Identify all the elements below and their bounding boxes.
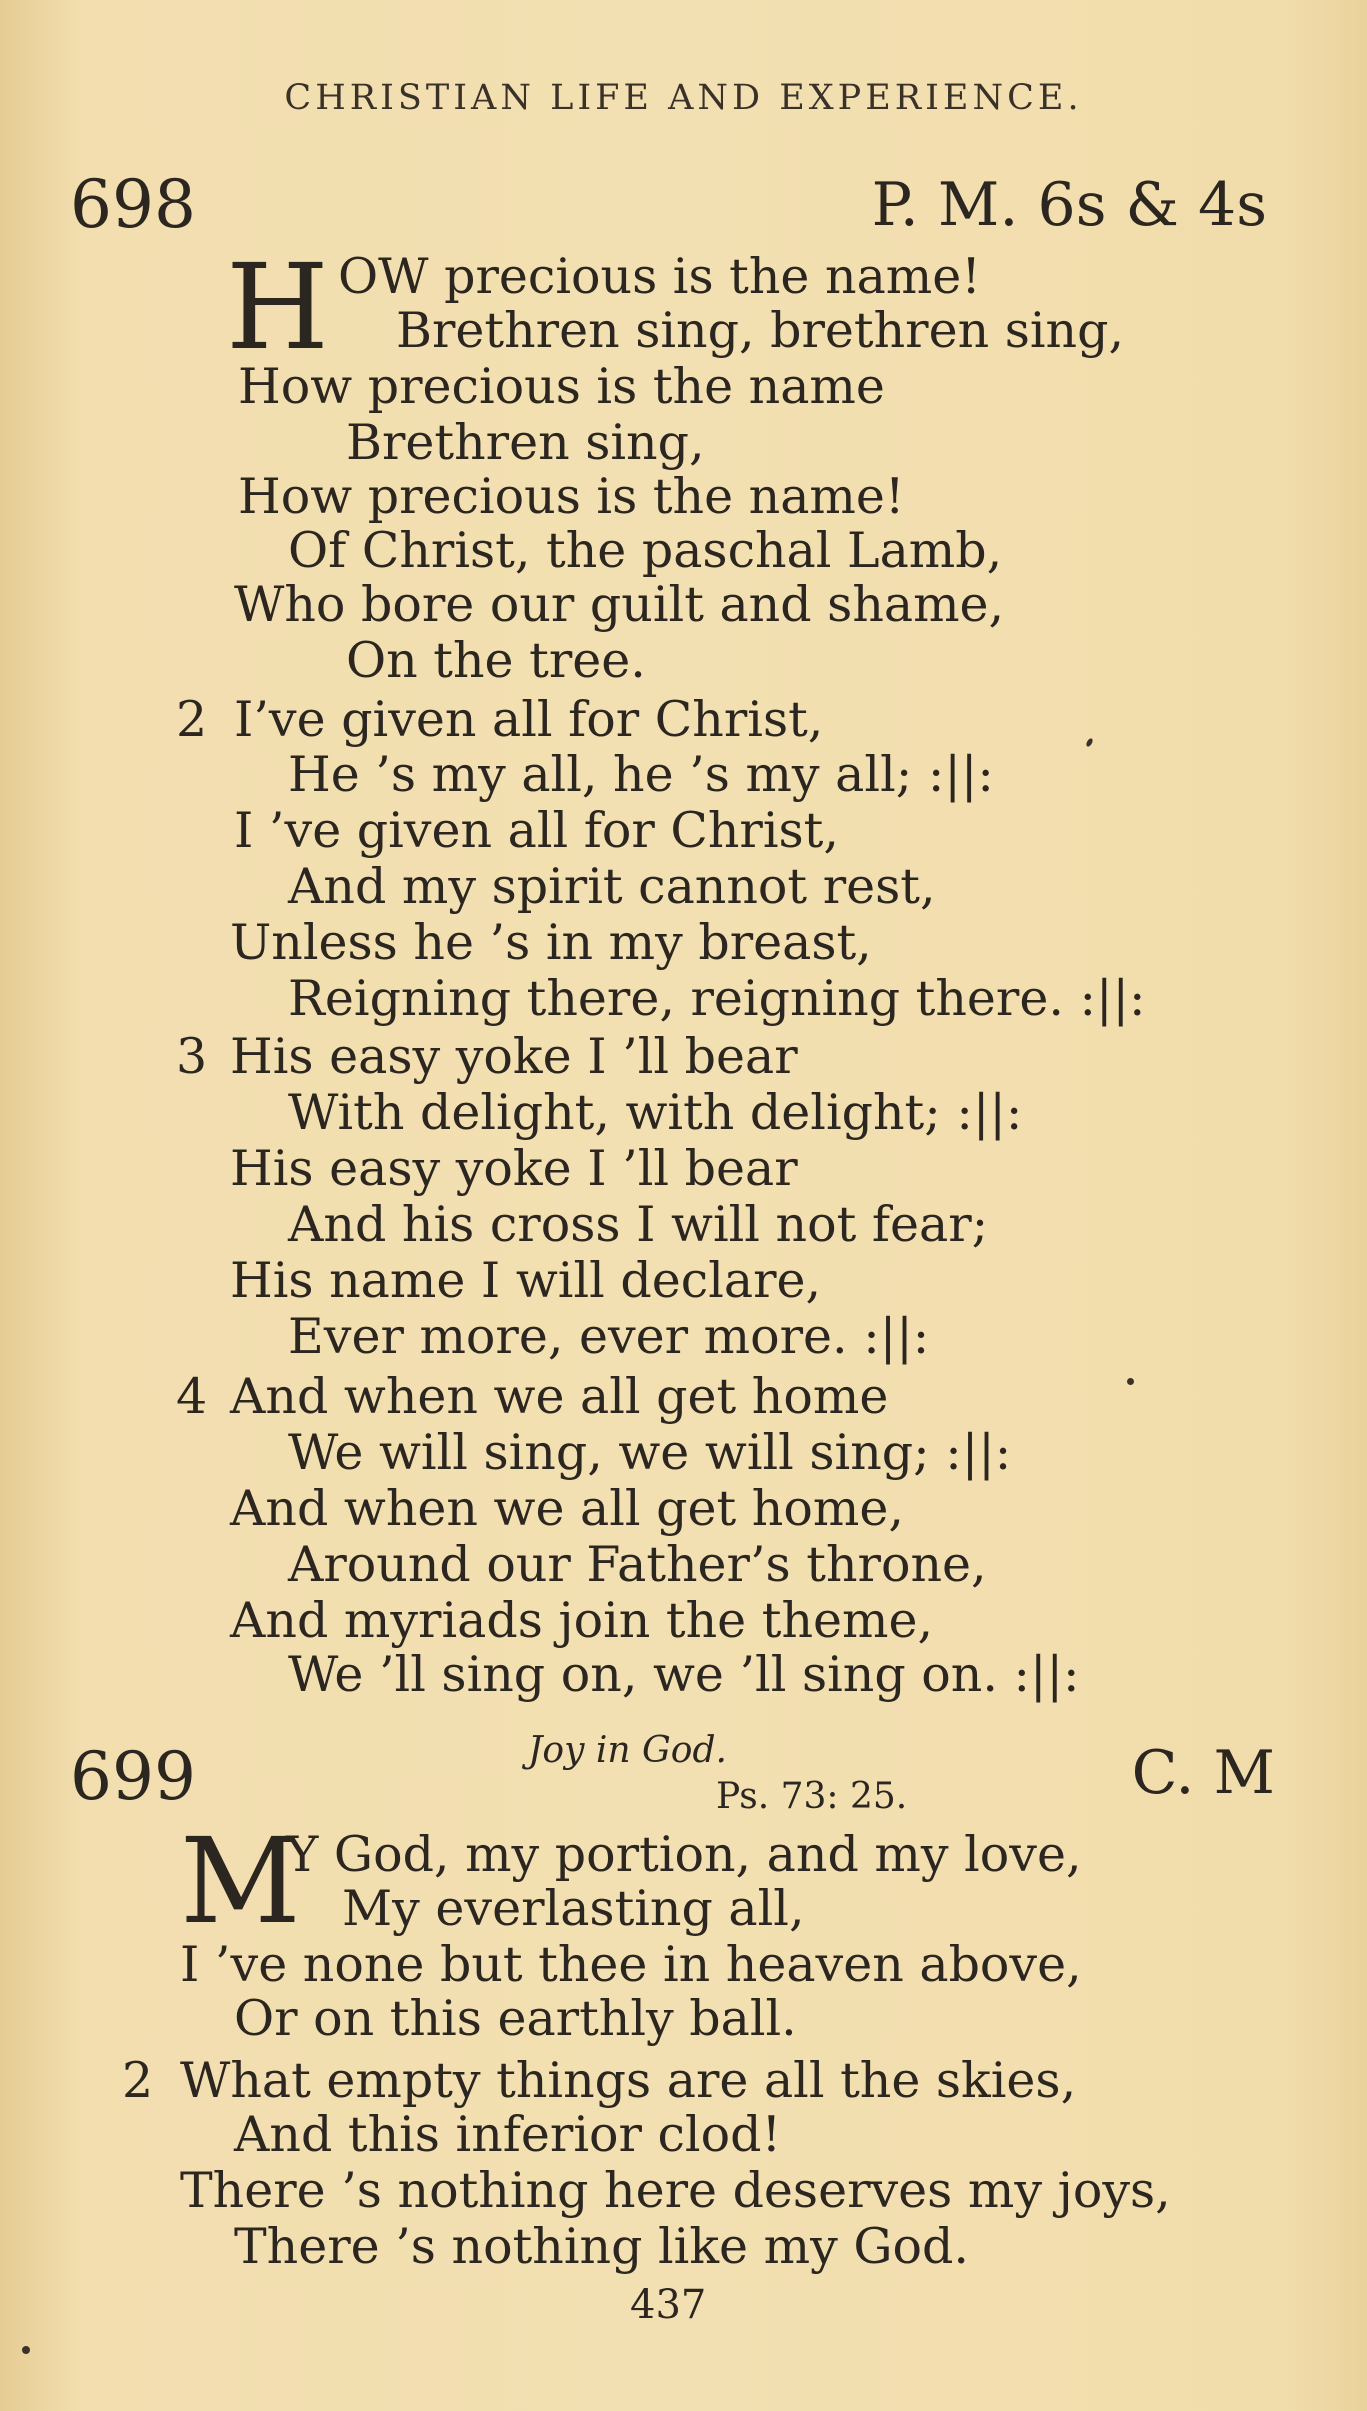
verse-line: On the tree. [346,632,646,689]
hymn-meter: C. M [1131,1738,1275,1808]
verse-line: Of Christ, the paschal Lamb, [288,522,1003,579]
verse-line: Who bore our guilt and shame, [234,576,1005,633]
verse-line: How precious is the name! [238,468,905,525]
verse-line: OW precious is the name! [338,248,981,305]
verse-line: And my spirit cannot rest, [288,858,936,915]
verse-line: Around our Father’s throne, [288,1536,987,1593]
running-header: CHRISTIAN LIFE AND EXPERIENCE. [284,78,1083,118]
verse-line: His easy yoke I ’ll bear [230,1140,798,1197]
verse-line: Brethren sing, [346,414,705,471]
verse-line: Y God, my portion, and my love, [286,1826,1082,1883]
verse-line: There ’s nothing here deserves my joys, [180,2162,1171,2219]
verse-number: 2 [176,691,208,748]
hymn-title: Joy in God. [528,1730,727,1771]
drop-cap: M [180,1812,301,1950]
verse-line: My everlasting all, [342,1880,805,1937]
verse-line: With delight, with delight; :||: [288,1084,1023,1141]
verse-line: Or on this earthly ball. [234,1990,797,2047]
verse-line: And when we all get home, [230,1480,904,1537]
ink-speck [1085,737,1094,747]
hymn-number: 698 [70,166,196,243]
verse-line: And when we all get home [230,1368,889,1425]
verse-number: 2 [122,2052,154,2109]
verse-line: And myriads join the theme, [230,1592,934,1649]
verse-line: He ’s my all, he ’s my all; :||: [288,746,994,803]
verse-line: What empty things are all the skies, [180,2052,1077,2109]
verse-line: There ’s nothing like my God. [234,2218,969,2275]
hymn-meter: P. M. 6s & 4s [871,170,1267,240]
verse-line: And his cross I will not fear; [288,1196,989,1253]
hymn-number: 699 [70,1738,196,1815]
verse-line: And this inferior clod! [234,2106,782,2163]
drop-cap: H [226,238,329,376]
verse-number: 4 [176,1368,208,1425]
verse-line: We ’ll sing on, we ’ll sing on. :||: [288,1646,1080,1703]
verse-line: His name I will declare, [230,1252,822,1309]
verse-line: We will sing, we will sing; :||: [288,1424,1012,1481]
verse-line: Reigning there, reigning there. :||: [288,970,1146,1027]
ink-speck [1127,1378,1134,1385]
verse-line: Unless he ’s in my breast, [230,914,872,971]
verse-line: Brethren sing, brethren sing, [396,302,1125,359]
verse-line: How precious is the name [238,358,885,415]
ink-speck [22,2346,30,2354]
verse-line: His easy yoke I ’ll bear [230,1028,798,1085]
scripture-reference: Ps. 73: 25. [716,1776,908,1817]
verse-line: I ’ve given all for Christ, [234,802,839,859]
verse-line: I ’ve none but thee in heaven above, [180,1936,1082,1993]
verse-number: 3 [176,1028,208,1085]
page-number: 437 [630,2282,707,2328]
verse-line: Ever more, ever more. :||: [288,1308,930,1365]
verse-line: I’ve given all for Christ, [234,691,824,748]
